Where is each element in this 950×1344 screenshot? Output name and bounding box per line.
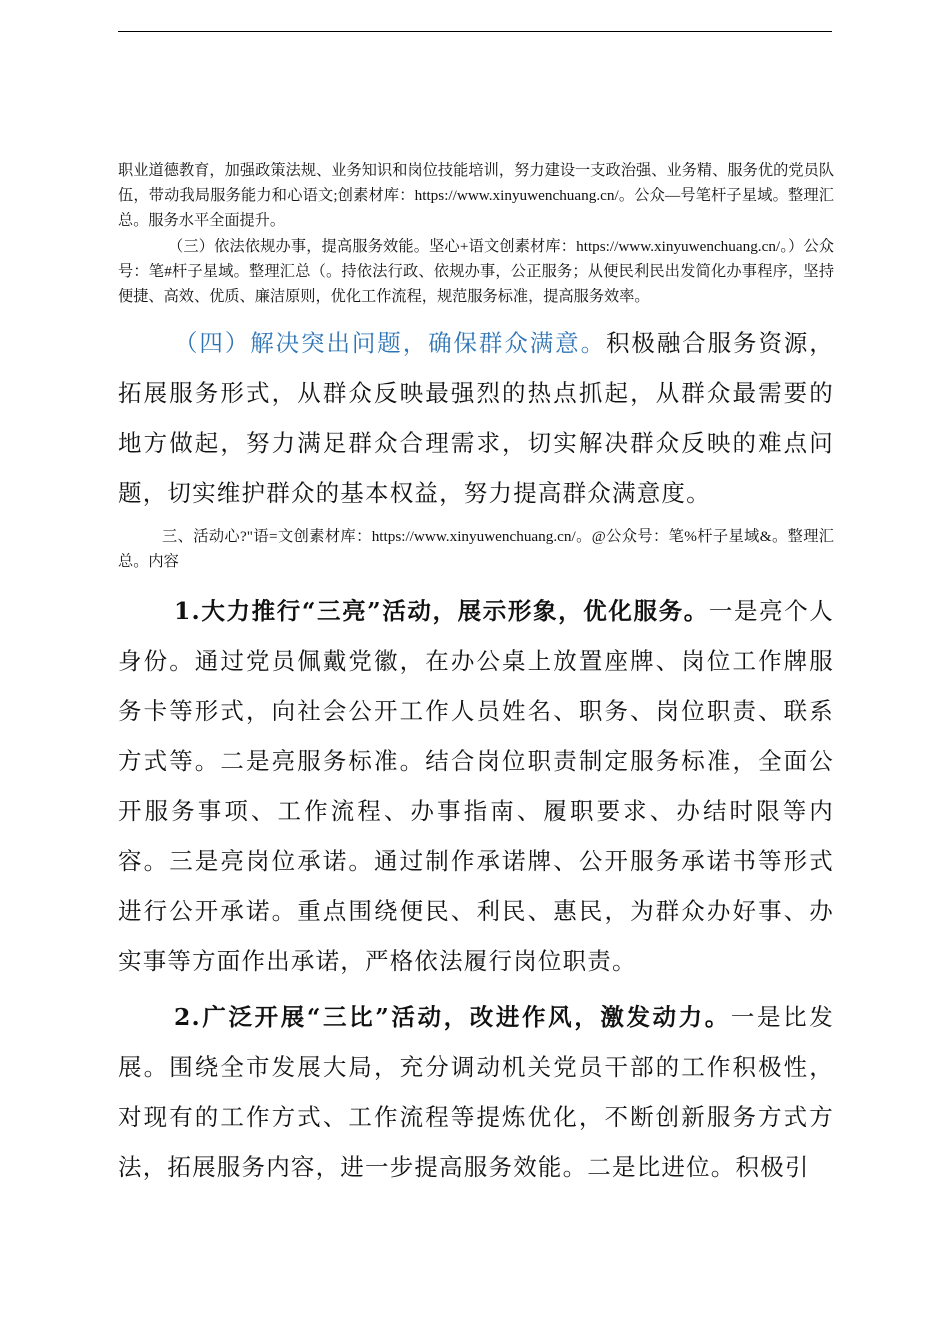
paragraph-staff-training: 职业道德教育，加强政策法规、业务知识和岗位技能培训，努力建设一支政治强、业务精、服务优的党员队伍，带动我局服务能力和心语文;创素材库：https://www.xinyuwenchuang.cn/。公众—号笔杆子星域。整理汇总。服务水平全面提升。 xyxy=(118,162,834,229)
paragraph-three-compares xyxy=(118,992,834,1192)
item-body-one: 一是亮个人身份。通过党员佩戴党徽，在办公桌上放置座牌、岗位工作牌服务卡等形式，向社会公开工作人员姓名、职务、岗位职责、联系方式等。二是亮服务标准。结合岗位职责制定服务标准，全面公开服务事项、工作流程、办事指南、履职要求、办结时限等内容。三是亮岗位承诺。通过制作承诺牌、公开服务承诺书等形式进行公开承诺。重点围绕便民、利民、惠民，为群众办好事、办实事等方面作出承诺，严格依法履行岗位职责。 xyxy=(118,597,835,975)
paragraph-resolve-issues xyxy=(118,318,834,518)
paragraph-three-shows xyxy=(118,586,834,986)
item-body-two: 一是比发展。围绕全市发展大局，充分调动机关党员干部的工作积极性，对现有的工作方式、工作流程等提炼优化，不断创新服务方式方法，拓展服务内容，进一步提高服务效能。二是比进位。积极引 xyxy=(118,1003,834,1181)
item-heading-two: 2.广泛开展“三比”活动，改进作风，激发动力。 xyxy=(174,1003,731,1031)
section-heading-four: （四）解决突出问题，确保群众满意。 xyxy=(174,329,606,357)
section-body-four: 积极融合服务资源，拓展服务形式，从群众反映最强烈的热点抓起，从群众最需要的地方做起，努力满足群众合理需求，切实解决群众反映的难点问题，切实维护群众的基本权益，努力提高群众满意度。 xyxy=(118,329,834,507)
paragraph-lawful-service: （三）依法依规办事，提高服务效能。坚心+语文创素材库：https://www.xinyuwenchuang.cn/。）公众号：笔#杆子星域。整理汇总（。持依法行政、依规办事，公正服务；从便民利民出发简化办事程序，坚持便捷、高效、优质、廉洁原则，优化工作流程，规范服务标准，提高服务效率。 xyxy=(118,238,834,305)
item-heading-one: 1.大力推行“三亮”活动，展示形象，优化服务。 xyxy=(174,597,709,625)
paragraph-activity-content: 三、活动心?"语=文创素材库：https://www.xinyuwenchuang.cn/。@公众号：笔%杆子星域&。整理汇总。内容 xyxy=(118,528,834,570)
header-rule xyxy=(118,31,832,32)
document-body xyxy=(118,158,834,1192)
